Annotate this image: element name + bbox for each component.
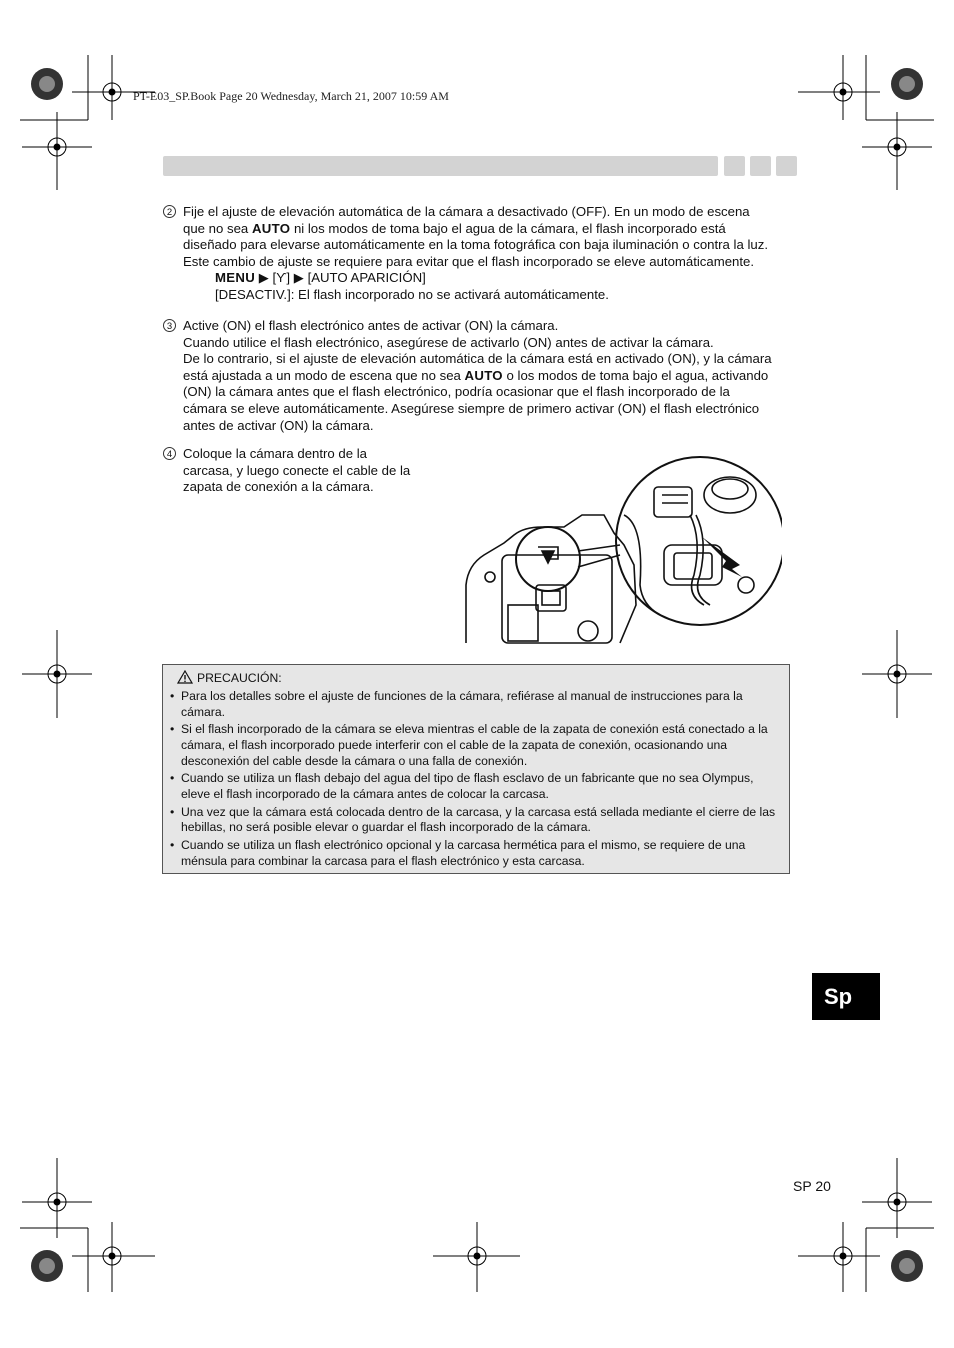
step-text-line: antes de activar (ON) la cámara. (183, 417, 374, 433)
section-marker-3 (776, 156, 797, 176)
step-text-line: que no sea AUTO ni los modos de toma bajo el agua de la cámara, el flash incorporado está (183, 220, 726, 236)
language-tab: Sp (812, 973, 880, 1020)
step-text-line: De lo contrario, si el ajuste de elevación automática de la cámara está en activado (ON), y la cámara (183, 351, 772, 367)
print-header: PT-E03_SP.Book Page 20 Wednesday, March 21, 2007 10:59 AM (133, 89, 449, 103)
step-text-line: está ajustada a un modo de escena que no sea AUTO o los modos de toma bajo el agua, activando (183, 367, 769, 383)
auto-mode-label: AUTO (464, 367, 503, 383)
step-text-line: diseñado para elevarse automáticamente en la toma fotográfica con baja iluminación o contra la luz. (183, 237, 768, 253)
step-text-line: Este cambio de ajuste se requiere para evitar que el flash incorporado se eleve automáticamente. (183, 253, 755, 269)
caution-title: PRECAUCIÓN: (177, 670, 282, 687)
warning-triangle-icon (177, 670, 193, 684)
menu-path: MENU ▶ [Ƴ] ▶ [AUTO APARICIÓN] (215, 270, 426, 286)
section-marker-2 (750, 156, 771, 176)
step-text-line: Cuando utilice el flash electrónico, asegúrese de activarlo (ON) antes de activar la cámara. (183, 334, 714, 350)
page-number: SP 20 (793, 1178, 831, 1194)
arrow-right-icon: ▶ (258, 270, 269, 286)
step-text-line: Fije el ajuste de elevación automática de la cámara a desactivado (OFF). En un modo de escena (183, 204, 750, 219)
setup-icon: Ƴ (276, 270, 287, 286)
camera-housing-illustration (464, 455, 782, 645)
step-number: 4 (163, 447, 176, 460)
caution-item: • Cuando se utiliza un flash debajo del agua del tipo de flash esclavo de un fabricante que no sea Olympus, eleve el flash incorporado de la cámara antes de colocar la carcasa. (170, 771, 754, 802)
menu-label: MENU (215, 270, 256, 286)
caution-item: • Una vez que la cámara está colocada dentro de la carcasa, y la carcasa está sellada mediante el cierre de las hebillas, no será posible elevar o guardar el flash incorporado de la cámara. (170, 804, 776, 835)
caution-item: • Para los detalles sobre el ajuste de funciones de la cámara, refiérase al manual de instrucciones para la cámara. (170, 689, 743, 719)
step-number: 3 (163, 319, 176, 332)
menu-item: [AUTO APARICIÓN] (307, 270, 426, 286)
step-text-line: (ON) la cámara antes que el flash electrónico, podría ocasionar que el flash incorporado de la (183, 384, 730, 400)
step-text-line: Coloque la cámara dentro de la (183, 446, 368, 461)
auto-mode-label: AUTO (251, 220, 291, 236)
section-header-bar (163, 156, 718, 176)
step-number: 2 (163, 205, 176, 218)
caution-box (162, 664, 790, 874)
section-marker-1 (724, 156, 745, 176)
caution-list (169, 689, 781, 871)
step-text-line: carcasa, y luego conecte el cable de la (183, 462, 411, 478)
arrow-right-icon: ▶ (293, 270, 304, 286)
step-text-line: cámara se eleve automáticamente. Asegúrese siempre de primero activar (ON) el flash electrónico (183, 400, 760, 416)
caution-item: • Cuando se utiliza un flash electrónico opcional y la carcasa hermética para el mismo, se requiere de una ménsula para combinar la carcasa para el flash electrónico y esta carcasa. (170, 837, 746, 868)
step-text-line: zapata de conexión a la cámara. (183, 479, 374, 495)
caution-item: • Si el flash incorporado de la cámara se eleva mientras el cable de la zapata de conexión está conectado a la cámara, el flash incorporado puede interferir con el cable de la zapata de conexión, ocasionando una desconexión del cable desde la cámara o una falla de conexión. (170, 722, 768, 768)
menu-note: [DESACTIV.]: El flash incorporado no se activará automáticamente. (215, 286, 609, 302)
step-text-line: Active (ON) el flash electrónico antes de activar (ON) la cámara. (183, 318, 559, 333)
